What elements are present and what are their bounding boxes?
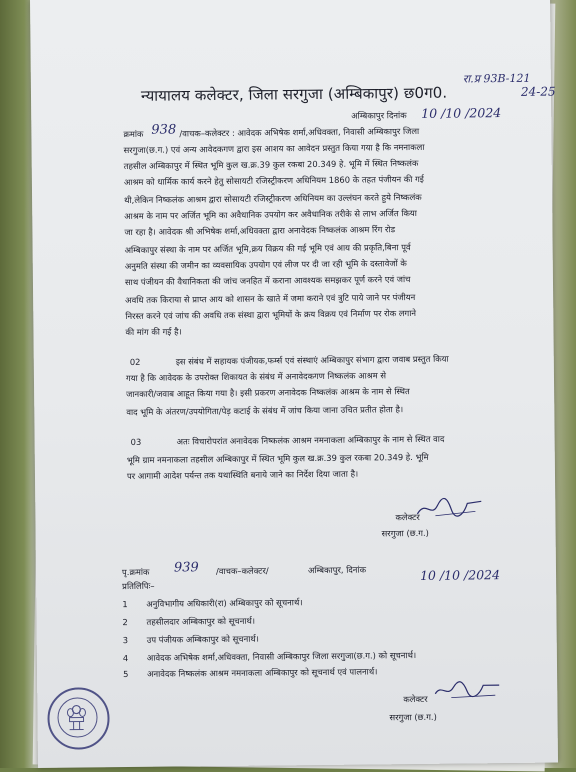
order-line: सरगुजा(छ.ग.) एवं अन्य आवेदकगण द्वारा इस आशय का आवेदन प्रस्तुत किया गया है कि नमनाकला [123,141,425,156]
endorsement-number-label: पृ.क्रमांक [121,566,150,578]
paragraph-line: भूमि ग्राम नमनाकला तहसील अम्बिकापुर में स्थित भूमि कुल ख.क्र.39 कुल रकबा 20.349 हे. भूमि [126,451,429,466]
signatory-district-2: सरगुजा (छ.ग.) [389,711,437,723]
signatory-designation-2: कलेक्टर [403,693,428,705]
paragraph-line: जानकारी/जवाब आहूत किया गया है। इसी प्रकरण अनावेदक निष्कलंक आश्रम के नाम से स्थित [126,386,410,400]
handwritten-case-number: रा.प्र 93B-121 [462,71,531,86]
collector-seal [47,687,110,750]
order-line: अवधि तक किराया से प्राप्त आय को शासन के खाते में जमा कराने एवं त्रुटि पाये जाने पर पंजीयन [125,291,416,306]
recipient-number: 5 [123,669,129,680]
recipient-number: 3 [122,635,129,646]
paragraph-number: 03 [130,436,142,447]
recipient-text: उप पंजीयक अम्बिकापुर को सूचनार्थ। [146,633,259,645]
copy-to-label: प्रतिलिपिः– [122,580,155,592]
recipient-text: अनुविभागीय अधिकारी(रा) अम्बिकापुर को सूचनार्थ। [146,597,303,609]
handwritten-order-number: 938 [151,122,177,138]
court-title: न्यायालय कलेक्टर, जिला सरगुजा (अम्बिकापुर) छ0ग0. [140,83,448,105]
signature-1 [415,495,485,520]
signatory-district: सरगुजा (छ.ग.) [381,527,429,539]
paragraph-line: पर आगामी आदेश पर्यन्त तक यथास्थिति बनाये जाने का निर्देश दिया जाता है। [126,468,359,482]
order-line: तहसील अम्बिकापुर में स्थित भूमि कुल ख.क्र.39 कुल रकबा 20.349 हे. भूमि में स्थित निष्कलंक [123,157,419,172]
order-line: की मांग की गई है। [125,326,182,338]
signatory-designation: कलेक्टर [395,511,420,523]
handwritten-year: 24-25 [520,84,556,99]
paragraph-number: 02 [129,356,141,367]
order-line: जा रहा है। आवेदक श्री अभिषेक शर्मा,अधिवक्ता द्वारा अनावेदक निष्कलंक आश्रम रिंग रोड [124,224,396,238]
recipient-text: तहसीलदार अम्बिकापुर को सूचनार्थ। [146,615,256,627]
document-page [30,0,558,768]
recipient-text: अनावेदक निष्कलंक आश्रम नमनाकला अम्बिकापुर को सूचनार्थ एवं पालनार्थ। [147,666,378,679]
kramank-label: क्रमांक [123,128,144,140]
paragraph-line: वाद भूमि के अंतरण/उपयोगिता/पेड़ कटाई के संबंध में जांच किया जाना उचित प्रतीत होता है। [126,404,404,418]
place-date-label: अम्बिकापुर, दिनांक [307,564,367,576]
date-label: अम्बिकापुर दिनांक [351,110,407,121]
order-line: आश्रम के नाम पर अर्जित भूमि का अवैधानिक उपयोग कर अवैधानिक तरीके से लाभ अर्जित किया [124,207,417,222]
paragraph-line: अतः विचारोपरांत अनावेदक निष्कलंक आश्रम नमनाकला अम्बिकापुर के नाम से स्थित वाद [176,433,445,447]
handwritten-date: 10 /10 /2024 [421,105,502,121]
order-line: थी,लेकिन निष्कलंक आश्रम द्वारा सोसायटी रजिस्ट्रीकरण अधिनियम का उल्लंघन करते हुये निष्कलंक [124,191,422,206]
recipient-text: आवेदक अभिषेक शर्मा,अधिवक्ता, निवासी अम्बिकापुर जिला सरगुजा(छ.ग.) को सूचनार्थ। [146,649,417,663]
reader-label: /वाचक–कलेक्टर/ [215,565,269,577]
order-line: साथ पंजीयन की वैधानिकता की जांच जनहित में कराना आवश्यक समझकर पूर्ण करने एवं जांच [124,274,411,288]
paragraph-line: इस संबंध में सहायक पंजीयक,फर्म्स एवं संस्थाएं अम्बिकापुर संभाग द्वारा जवाब प्रस्तुत किया [175,353,449,367]
handwritten-date-2: 10 /10 /2024 [419,567,501,583]
order-line: /वाचक–कलेक्टर : आवेदक अभिषेक शर्मा,अधिवक्ता, निवासी अम्बिकापुर जिला [179,125,420,139]
paragraph-line: गया है कि आवेदक के उपरोक्त शिकायत के संबंध में अनावेदकगण निष्कलंक आश्रम से [125,370,387,384]
recipient-number: 4 [122,653,129,664]
order-line: निरस्त करने एवं जांच की अवधि तक संस्था द्वारा भूमियों के क्रय विक्रय एवं निर्माण पर रोक लगाने [125,307,417,322]
recipient-number: 1 [122,599,128,610]
order-line: अम्बिकापुर संस्था के नाम पर अर्जित भूमि,क्रय विक्रय की गई भूमि एवं आय की प्रकृति,बिना पूर्व [124,242,411,256]
national-emblem-icon [65,703,87,731]
signature-2 [433,677,503,702]
handwritten-endorsement-number: 939 [173,560,199,576]
order-line: आश्रम को धार्मिक कार्य करने हेतु सोसायटी रजिस्ट्रीकरण अधिनियम 1860 के तहत पंजीयन की गई [123,173,424,188]
order-line: अनुमति संस्था की जमीन का व्यवसायिक उपयोग एवं लीज पर दी जा रही भूमि के दस्तावेजों के [124,258,407,272]
recipient-number: 2 [122,617,128,628]
